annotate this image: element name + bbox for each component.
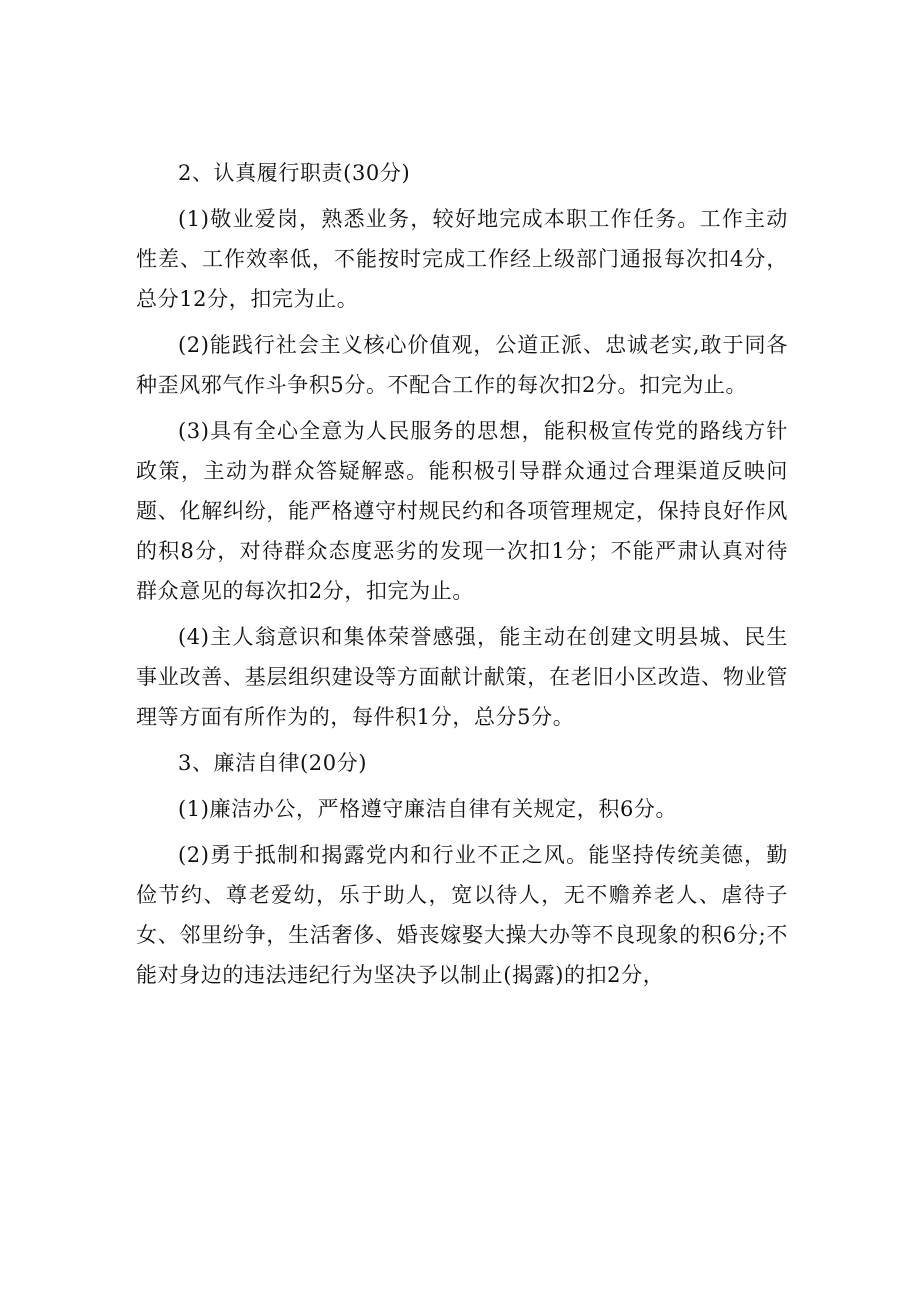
section-heading-duties: 2、认真履行职责(30分) — [178, 161, 411, 185]
paragraph-duty-3: (3)具有全心全意为人民服务的思想，能积极宣传党的路线方针政策，主动为群众答疑解惑。能积极引导群众通过合理渠道反映问题、化解纠纷，能严格遵守村规民约和各项管理规定，保持良好作风的积8分，对待群众态度恶劣的发现一次扣1分；不能严肃认真对待群众意见的每次扣2分，扣完为止。 — [136, 419, 788, 603]
paragraph-integrity-2: (2)勇于抵制和揭露党内和行业不正之风。能坚持传统美德，勤俭节约、尊老爱幼，乐于助人，宽以待人，无不赡养老人、虐待子女、邻里纷争，生活奢侈、婚丧嫁娶大操大办等不良现象的积6分;不能对身边的违法违纪行为坚决予以制止(揭露)的扣2分， — [136, 843, 788, 987]
section-heading-integrity: 3、廉洁自律(20分) — [178, 751, 368, 775]
document-body — [136, 153, 788, 995]
paragraph-duty-2: (2)能践行社会主义核心价值观，公道正派、忠诚老实,敢于同各种歪风邪气作斗争积5分。不配合工作的每次扣2分。扣完为止。 — [136, 333, 788, 397]
paragraph-duty-4: (4)主人翁意识和集体荣誉感强，能主动在创建文明县城、民生事业改善、基层组织建设等方面献计献策，在老旧小区改造、物业管理等方面有所作为的，每件积1分，总分5分。 — [136, 625, 788, 729]
paragraph-duty-1: (1)敬业爱岗，熟悉业务，较好地完成本职工作任务。工作主动性差、工作效率低，不能按时完成工作经上级部门通报每次扣4分，总分12分，扣完为止。 — [136, 207, 788, 311]
paragraph-integrity-1: (1)廉洁办公，严格遵守廉洁自律有关规定，积6分。 — [178, 797, 678, 821]
